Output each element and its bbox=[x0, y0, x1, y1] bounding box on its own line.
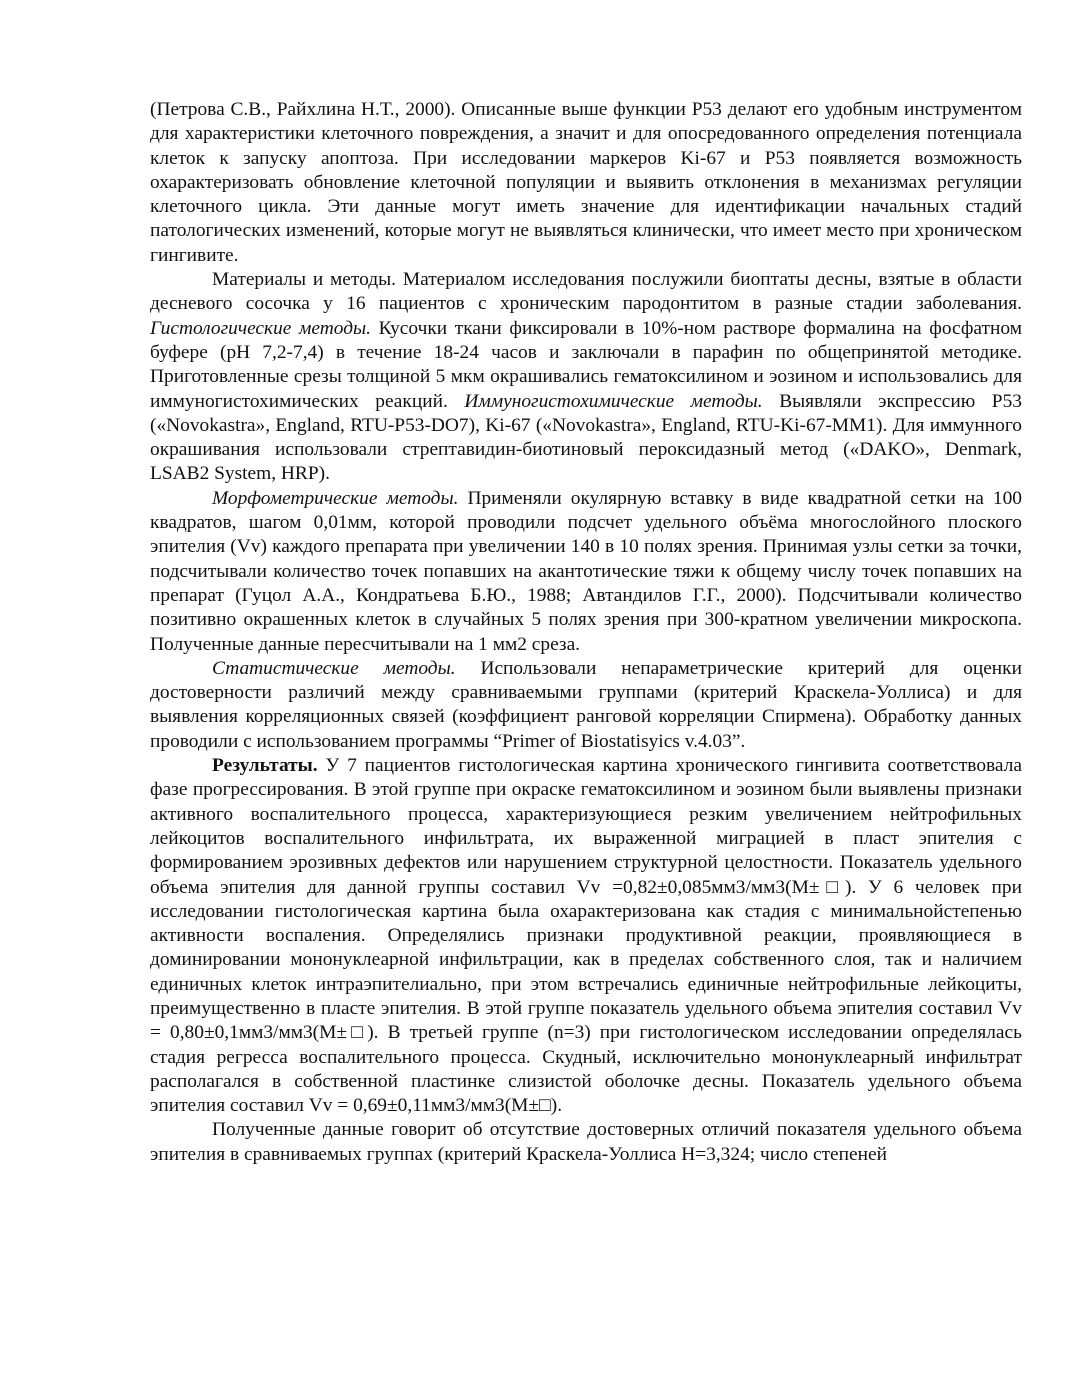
document-page bbox=[150, 98, 1022, 1167]
text-run: Кусочки ткани фиксировали в 10%-ном растворе формалина на фосфатном буфере (pH 7,2-7,4) в течение 18-24 часов и заключали в парафин по общепринятой методике. Приготовленные срезы толщиной 5 мкм окрашивались гематоксилином и эозином и использовались для иммуногистохимических реакций. bbox=[150, 317, 1022, 412]
italic-heading-immunohistochemistry: Иммуногистохимические методы. bbox=[464, 390, 763, 412]
paragraph-intro bbox=[150, 98, 1022, 268]
paragraph-morphometry bbox=[150, 487, 1022, 657]
text-run: Применяли окулярную вставку в виде квадратной сетки на 100 квадратов, шагом 0,01мм, которой проводили подсчет удельного объёма многослойного плоского эпителия (Vv) каждого препарата при увеличении 140 в 10 полях зрения. Принимая узлы сетки за точки, подсчитывали количество точек попавших на акантотические тяжи к общему числу точек попавших на препарат (Гуцол А.А., Кондратьева Б.Ю., 1988; Автандилов Г.Г., 2000). Подсчитывали количество позитивно окрашенных клеток в случайных 5 полях зрения при 300-кратном увеличении микроскопа. Полученные данные пересчитывали на 1 мм2 среза. bbox=[150, 487, 1022, 655]
text-run: Полученные данные говорит об отсутствие достоверных отличий показателя удельного объема эпителия в сравниваемых группах (критерий Краскела-Уоллиса H=3,324; число степеней bbox=[150, 1119, 1022, 1165]
italic-heading-histology: Гистологические методы. bbox=[150, 317, 371, 339]
text-run: У 7 пациентов гистологическая картина хронического гингивита соответствовала фазе прогрессирования. В этой группе при окраске гематоксилином и эозином были выявлены признаки активного воспалительного процесса, характеризующиеся резким увеличением нейтрофильных лейкоцитов воспалительного инфильтрата, их выраженной миграцией в пласт эпителия с формированием эрозивных дефектов или нарушением структурной целостности. Показатель удельного объема эпителия для данной группы составил Vv =0,82±0,085мм3/мм3(М±□). У 6 человек при исследовании гистологическая картина была охарактеризована как стадия с минимальнойстепенью активности воспаления. Определялись признаки продуктивной реакции, проявляющиеся в доминировании мононуклеарной инфильтрации, как в пределах собственного слоя, так и наличием единичных клеток интраэпителиально, при этом встречались единичные нейтрофильные лейкоциты, преимущественно в пласте эпителия. В этой группе показатель удельного объема эпителия составил Vv = 0,80±0,1мм3/мм3(М±□). В третьей группе (n=3) при гистологическом исследовании определялась стадия регресса воспалительного процесса. Скудный, исключительно мононуклеарный инфильтрат располагался в собственной пластинке слизистой оболочке десны. Показатель удельного объема эпителия составил Vv = 0,69±0,11мм3/мм3(М±□). bbox=[150, 755, 1022, 1117]
bold-heading-results: Результаты. bbox=[212, 755, 318, 777]
paragraph-materials-methods bbox=[150, 268, 1022, 487]
paragraph-statistics bbox=[150, 657, 1022, 754]
italic-heading-morphometry: Морфометрические методы. bbox=[212, 487, 459, 509]
text-run: Выявляли экспрессию Р53 («Novokastra», England, RTU-P53-DO7), Ki-67 («Novokastra», England, RTU-Ki-67-MM1). Для иммунного окрашивания использовали стрептавидин-биотиновый пероксидазный метод («DAKO», Denmark, LSAB2 System, HRP). bbox=[150, 390, 1022, 485]
text-run: Материалы и методы. Материалом исследования послужили биоптаты десны, взятые в области десневого сосочка у 16 пациентов с хроническим пародонтитом в разные стадии заболевания. bbox=[150, 269, 1022, 315]
italic-heading-statistics: Статистические методы. bbox=[212, 657, 456, 679]
text-run: Использовали непараметрические критерий для оценки достоверности различий между сравниваемыми группами (критерий Краскела-Уоллиса) и для выявления корреляционных связей (коэффициент ранговой корреляции Спирмена). Обработку данных проводили с использованием программы “Primer of Biostatisyics v.4.03”. bbox=[150, 657, 1022, 752]
text-run: (Петрова С.В., Райхлина Н.Т., 2000). Описанные выше функции Р53 делают его удобным инструментом для характеристики клеточного повреждения, а значит и для опосредованного определения потенциала клеток к запуску апоптоза. При исследовании маркеров Ki-67 и Р53 появляется возможность охарактеризовать обновление клеточной популяции и выявить отклонения в механизмах регуляции клеточного цикла. Эти данные могут иметь значение для идентификации начальных стадий патологических изменений, которые могут не выявляться клинически, что имеет место при хроническом гингивите. bbox=[150, 99, 1022, 266]
paragraph-results bbox=[150, 754, 1022, 1118]
paragraph-conclusion bbox=[150, 1118, 1022, 1167]
